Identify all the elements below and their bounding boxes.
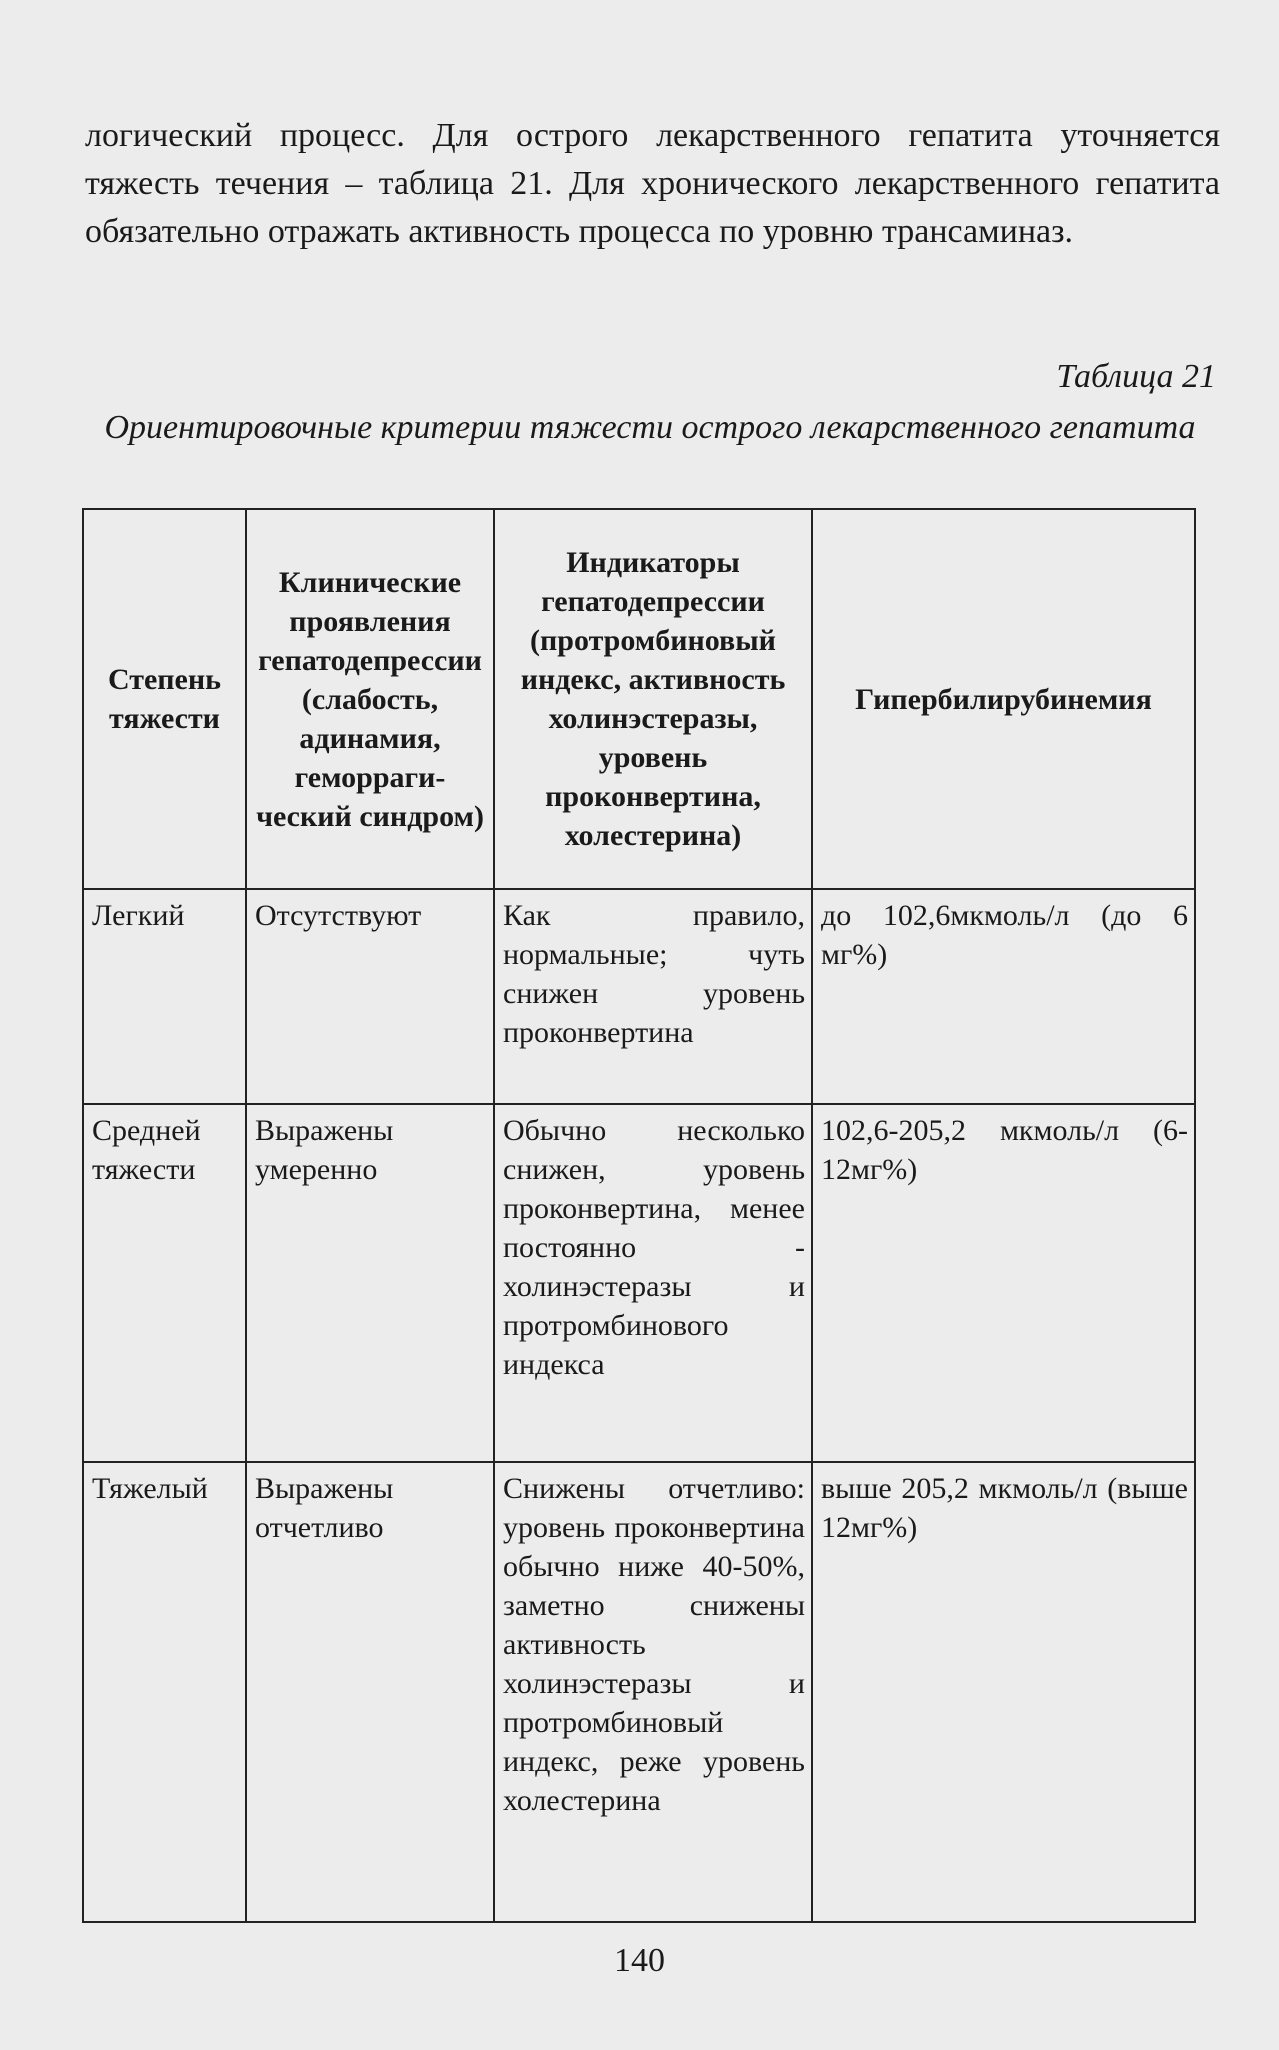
table-title: Ориентировочные критерии тяжести острого лекарственного гепатита — [104, 409, 1196, 446]
cell-severity: Тяжелый — [83, 1462, 246, 1922]
cell-clinical: Отсутствуют — [246, 889, 494, 1104]
header-severity: Степень тяжести — [83, 509, 246, 889]
cell-indicators: Обычно несколько снижен, уровень проконвертина, менее постоянно - холинэстеразы и протромбинового индекса — [494, 1104, 812, 1462]
cell-bilirubin: выше 205,2 мкмоль/л (выше 12мг%) — [812, 1462, 1195, 1922]
cell-bilirubin: 102,6-205,2 мкмоль/л (6-12мг%) — [812, 1104, 1195, 1462]
cell-indicators: Снижены отчетливо: уровень проконвертина обычно ниже 40-50%, заметно снижены активность холинэстеразы и протромбиновый индекс, реже уровень холестерина — [494, 1462, 812, 1922]
cell-severity: Легкий — [83, 889, 246, 1104]
table-row — [83, 889, 1195, 1104]
cell-clinical: Выражены отчетливо — [246, 1462, 494, 1922]
page-number: 140 — [614, 1942, 665, 1979]
table-row — [83, 1104, 1195, 1462]
header-clinical: Клинические проявления гепатодепрессии (слабость, адинамия, геморраги-ческий синдром) — [246, 509, 494, 889]
cell-severity: Средней тяжести — [83, 1104, 246, 1462]
cell-clinical: Выражены умеренно — [246, 1104, 494, 1462]
cell-indicators: Как правило, нормальные; чуть снижен уровень проконвертина — [494, 889, 812, 1104]
table-header-row — [83, 509, 1195, 889]
table-number: Таблица 21 — [1056, 358, 1216, 395]
header-bilirubin: Гипербилирубинемия — [812, 509, 1195, 889]
body-paragraph: логический процесс. Для острого лекарственного гепатита уточняется тяжесть течения – таблица 21. Для хронического лекарственного гепатита обязательно отражать активность процесса по уровню трансаминаз. — [85, 117, 1220, 250]
table-row — [83, 1462, 1195, 1922]
severity-criteria-table — [82, 508, 1196, 1923]
cell-bilirubin: до 102,6мкмоль/л (до 6 мг%) — [812, 889, 1195, 1104]
header-indicators: Индикаторы гепатодепрессии (протромбиновый индекс, активность холинэстеразы, уровень проконвертина, холестерина) — [494, 509, 812, 889]
